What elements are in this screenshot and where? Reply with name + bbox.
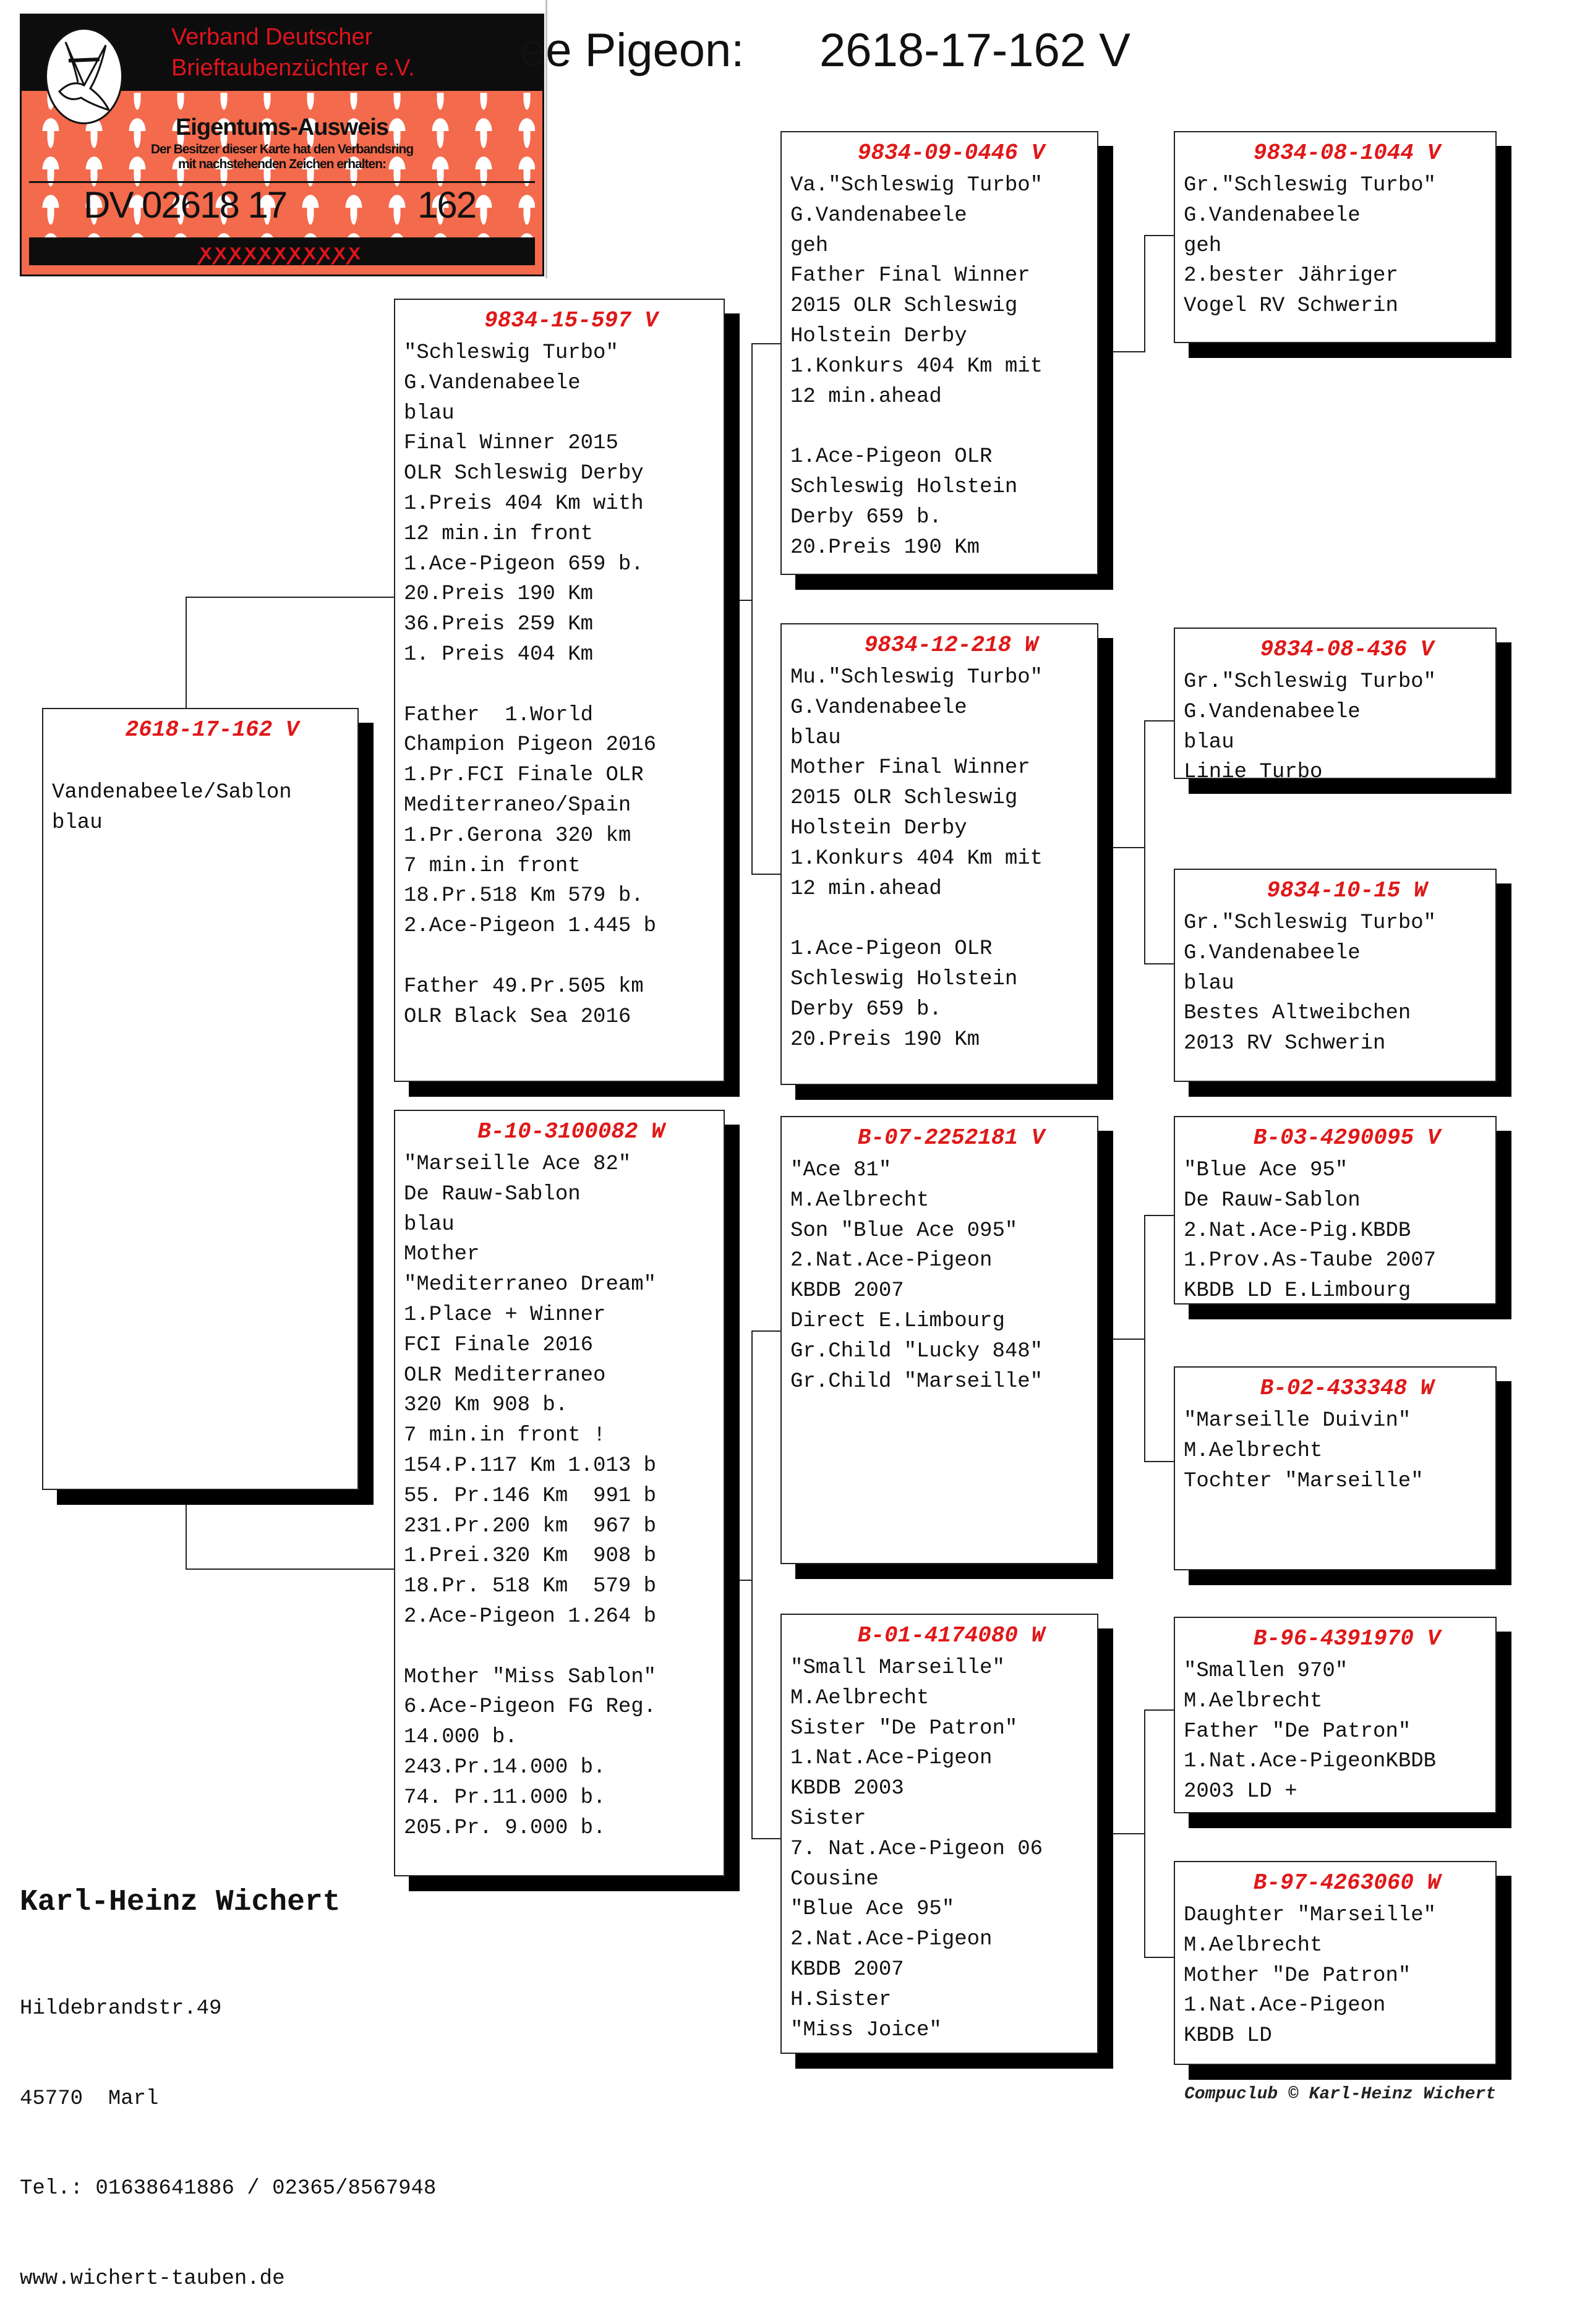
detail-line: geh bbox=[790, 234, 829, 258]
detail-line: 1.Preis 404 Km with bbox=[404, 492, 644, 516]
pigeon-details bbox=[404, 1149, 714, 1843]
detail-line: 1.Konkurs 404 Km mit bbox=[790, 354, 1043, 378]
detail-line: 243.Pr.14.000 b. bbox=[404, 1755, 606, 1779]
ring-number: 9834-15-597 V bbox=[484, 308, 658, 333]
detail-line: 2013 RV Schwerin bbox=[1184, 1032, 1386, 1056]
ring-number: B-97-4263060 W bbox=[1253, 1870, 1441, 1896]
sire-sire-box[interactable] bbox=[780, 131, 1098, 575]
detail-line bbox=[404, 942, 714, 972]
pigeon-details bbox=[1184, 1900, 1485, 2051]
pigeon-details bbox=[790, 663, 1087, 1055]
detail-line: "Small Marseille" bbox=[790, 1656, 1005, 1680]
detail-line: Vandenabeele/Sablon bbox=[52, 780, 292, 804]
detail-line: 1.Nat.Ace-Pigeon bbox=[1184, 1994, 1386, 2018]
connector bbox=[1113, 1833, 1145, 1834]
connector bbox=[751, 1330, 753, 1839]
detail-line: geh bbox=[1184, 234, 1222, 258]
detail-line: FCI Finale 2016 bbox=[404, 1333, 594, 1357]
pigeon-details bbox=[404, 338, 714, 1032]
connector bbox=[1113, 1339, 1145, 1340]
detail-line bbox=[790, 412, 1087, 442]
detail-line: Mother "De Patron" bbox=[1184, 1964, 1411, 1988]
connector bbox=[1144, 235, 1174, 236]
card-org-line1: Verband Deutscher bbox=[171, 24, 373, 50]
card-org-line2: Brieftaubenzüchter e.V. bbox=[171, 55, 415, 81]
card-subtitle-line2: mit nachstehenden Zeichen erhalten: bbox=[177, 157, 387, 171]
ring-number: 9834-08-436 V bbox=[1260, 637, 1434, 662]
connector bbox=[1113, 847, 1145, 848]
card-ring-number: 162 bbox=[417, 184, 476, 226]
detail-line: 18.Pr.518 Km 579 b. bbox=[404, 884, 644, 908]
ring-number: B-07-2252181 V bbox=[857, 1125, 1045, 1151]
detail-line: 320 Km 908 b. bbox=[404, 1394, 568, 1418]
card-decorative-band: ꭗꭗꭗꭗꭗꭗꭗꭗꭗꭗꭗ bbox=[29, 239, 535, 265]
detail-line: 2.Ace-Pigeon 1.445 b bbox=[404, 914, 657, 939]
detail-line: H.Sister bbox=[790, 1988, 892, 2012]
detail-line bbox=[790, 904, 1087, 934]
detail-line: KBDB LD bbox=[1184, 2024, 1272, 2048]
subject-pigeon-box[interactable] bbox=[42, 708, 359, 1490]
detail-line: G.Vandenabeele bbox=[1184, 203, 1361, 228]
detail-line: G.Vandenabeele bbox=[1184, 941, 1361, 965]
connector bbox=[1144, 1461, 1174, 1462]
detail-line: G.Vandenabeele bbox=[1184, 700, 1361, 724]
detail-line: Gr."Schleswig Turbo" bbox=[1184, 174, 1437, 197]
sd-dam-box[interactable] bbox=[1174, 869, 1497, 1082]
detail-line: 18.Pr. 518 Km 579 b bbox=[404, 1575, 657, 1599]
detail-line: 2003 LD + bbox=[1184, 1780, 1297, 1804]
detail-line: Holstein Derby bbox=[790, 324, 967, 348]
breeder-city: 45770 Marl bbox=[20, 2087, 159, 2111]
connector bbox=[186, 597, 394, 598]
detail-line: OLR Mediterraneo bbox=[404, 1363, 606, 1387]
sire-dam-box[interactable] bbox=[780, 623, 1098, 1085]
pigeon-details bbox=[790, 1653, 1087, 2045]
ring-number: 9834-09-0446 V bbox=[857, 140, 1045, 166]
ring-number: 2618-17-162 V bbox=[125, 717, 299, 743]
detail-line: 20.Preis 190 Km bbox=[790, 535, 980, 560]
detail-line: OLR Black Sea 2016 bbox=[404, 1005, 631, 1029]
detail-line: KBDB 2003 bbox=[790, 1777, 904, 1801]
ring-number: 9834-12-218 W bbox=[864, 632, 1038, 658]
dd-dam-box[interactable] bbox=[1174, 1861, 1497, 2065]
card-organization bbox=[171, 22, 415, 83]
detail-line: Sister "De Patron" bbox=[790, 1716, 1018, 1740]
detail-line: 2015 OLR Schleswig bbox=[790, 294, 1018, 318]
detail-line: M.Aelbrecht bbox=[1184, 1933, 1323, 1957]
detail-line: Gr."Schleswig Turbo" bbox=[1184, 911, 1437, 935]
detail-line: 20.Preis 190 Km bbox=[404, 582, 594, 607]
detail-line: "Blue Ace 95" bbox=[1184, 1159, 1348, 1182]
detail-line: Mother bbox=[404, 1243, 480, 1267]
detail-line: 1.Nat.Ace-Pigeon bbox=[790, 1747, 993, 1771]
pigeon-details bbox=[1184, 1406, 1485, 1496]
ring-number: B-02-433348 W bbox=[1260, 1376, 1434, 1401]
detail-line: M.Aelbrecht bbox=[1184, 1689, 1323, 1713]
detail-line: 7 min.in front bbox=[404, 854, 581, 878]
ring-number: 9834-10-15 W bbox=[1267, 878, 1427, 903]
detail-line: Schleswig Holstein bbox=[790, 475, 1018, 499]
detail-line: blau bbox=[404, 401, 455, 425]
pigeon-details bbox=[790, 171, 1087, 563]
detail-line bbox=[404, 1632, 714, 1662]
detail-line: G.Vandenabeele bbox=[790, 696, 967, 720]
detail-line: M.Aelbrecht bbox=[790, 1188, 930, 1212]
detail-line: 12 min.ahead bbox=[790, 385, 942, 409]
connector bbox=[1144, 235, 1145, 352]
detail-line: KBDB 2007 bbox=[790, 1279, 904, 1303]
detail-line: 7 min.in front ! bbox=[404, 1424, 606, 1448]
connector bbox=[751, 1838, 780, 1839]
detail-line: Mother "Miss Sablon" bbox=[404, 1665, 657, 1689]
breeder-name: Karl-Heinz Wichert bbox=[20, 1886, 341, 1919]
connector bbox=[186, 597, 187, 708]
detail-line: 74. Pr.11.000 b. bbox=[404, 1786, 606, 1810]
detail-line: Bestes Altweibchen bbox=[1184, 1002, 1411, 1026]
pigeon-details bbox=[1184, 1156, 1485, 1306]
detail-line: Mu."Schleswig Turbo" bbox=[790, 666, 1043, 689]
card-subtitle bbox=[22, 142, 542, 172]
connector bbox=[739, 1580, 753, 1581]
ring-number: B-03-4290095 V bbox=[1253, 1125, 1441, 1151]
detail-line: Father 49.Pr.505 km bbox=[404, 974, 644, 998]
connector bbox=[751, 343, 753, 875]
detail-line: 1.Prov.As-Taube 2007 bbox=[1184, 1249, 1437, 1273]
detail-line: Vogel RV Schwerin bbox=[1184, 294, 1398, 318]
breeder-website[interactable]: www.wichert-tauben.de bbox=[20, 2267, 285, 2291]
detail-line: 2.Nat.Ace-Pig.KBDB bbox=[1184, 1219, 1411, 1243]
detail-line: De Rauw-Sablon bbox=[1184, 1188, 1361, 1212]
ring-number: B-96-4391970 V bbox=[1253, 1626, 1441, 1651]
detail-line: Linie Turbo bbox=[1184, 760, 1323, 785]
detail-line: Daughter "Marseille" bbox=[1184, 1904, 1437, 1927]
detail-line: 14.000 b. bbox=[404, 1726, 518, 1750]
footer-credit: Compuclub © Karl-Heinz Wichert bbox=[1184, 2085, 1497, 2104]
breeder-street: Hildebrandstr.49 bbox=[20, 1997, 222, 2020]
connector bbox=[1113, 351, 1145, 352]
detail-line: blau bbox=[790, 726, 841, 750]
card-subtitle-line1: Der Besitzer dieser Karte hat den Verbandsring bbox=[150, 142, 414, 156]
detail-line: "Ace 81" bbox=[790, 1159, 892, 1182]
detail-line: 1.Ace-Pigeon OLR bbox=[790, 445, 993, 469]
connector bbox=[186, 1568, 394, 1570]
detail-line: Father 1.World bbox=[404, 703, 594, 727]
detail-line: Direct E.Limbourg bbox=[790, 1309, 1005, 1333]
ds-sire-box[interactable] bbox=[1174, 1116, 1497, 1305]
detail-line: Mother Final Winner bbox=[790, 756, 1030, 780]
detail-line: Sister bbox=[790, 1807, 866, 1831]
detail-line: Final Winner 2015 bbox=[404, 432, 618, 456]
detail-line: 7. Nat.Ace-Pigeon 06 bbox=[790, 1837, 1043, 1861]
detail-line: Gr.Child "Marseille" bbox=[790, 1369, 1043, 1394]
detail-line: 12 min.ahead bbox=[790, 877, 942, 901]
detail-line: Father "De Patron" bbox=[1184, 1719, 1411, 1743]
connector bbox=[751, 874, 780, 875]
detail-line: 1.Place + Winner bbox=[404, 1303, 606, 1327]
pigeon-logo-icon bbox=[45, 28, 123, 124]
connector bbox=[1144, 720, 1174, 721]
card-ring-prefix: DV 02618 17 bbox=[83, 184, 287, 226]
detail-line: blau bbox=[1184, 971, 1234, 995]
detail-line bbox=[52, 747, 348, 778]
detail-line: 6.Ace-Pigeon FG Reg. bbox=[404, 1695, 657, 1719]
detail-line: Holstein Derby bbox=[790, 816, 967, 840]
breeder-address bbox=[20, 1934, 436, 2324]
connector bbox=[1144, 1709, 1174, 1711]
detail-line: 231.Pr.200 km 967 b bbox=[404, 1514, 657, 1538]
detail-line: "Schleswig Turbo" bbox=[404, 341, 618, 365]
detail-line: Cousine bbox=[790, 1867, 879, 1891]
detail-line: 205.Pr. 9.000 b. bbox=[404, 1816, 606, 1840]
detail-line: 1.Konkurs 404 Km mit bbox=[790, 846, 1043, 870]
pigeon-details bbox=[1184, 667, 1485, 788]
ds-dam-box[interactable] bbox=[1174, 1366, 1497, 1570]
breeder-phone: Tel.: 01638641886 / 02365/8567948 bbox=[20, 2177, 437, 2200]
sire-box[interactable] bbox=[394, 299, 725, 1082]
dd-sire-box[interactable] bbox=[1174, 1617, 1497, 1813]
detail-line: Champion Pigeon 2016 bbox=[404, 733, 657, 757]
pigeon-details bbox=[52, 747, 348, 838]
pigeon-details bbox=[1184, 1656, 1485, 1807]
detail-line: 1. Preis 404 Km bbox=[404, 642, 594, 666]
detail-line: 12 min.in front bbox=[404, 522, 594, 546]
detail-line: M.Aelbrecht bbox=[790, 1686, 930, 1710]
detail-line: 2015 OLR Schleswig bbox=[790, 786, 1018, 811]
dam-sire-box[interactable] bbox=[780, 1116, 1098, 1564]
ownership-id-card bbox=[20, 14, 544, 276]
detail-line: "Smallen 970" bbox=[1184, 1659, 1348, 1683]
detail-line: Derby 659 b. bbox=[790, 505, 942, 529]
detail-line: KBDB 2007 bbox=[790, 1957, 904, 1981]
connector bbox=[1144, 1215, 1174, 1216]
detail-line: Mediterraneo/Spain bbox=[404, 793, 631, 817]
detail-line: M.Aelbrecht bbox=[1184, 1439, 1323, 1463]
connector bbox=[1144, 963, 1174, 964]
detail-line: 1.Pr.FCI Finale OLR bbox=[404, 764, 644, 788]
detail-line: G.Vandenabeele bbox=[404, 371, 581, 395]
detail-line: G.Vandenabeele bbox=[790, 203, 967, 228]
detail-line: Schleswig Holstein bbox=[790, 967, 1018, 991]
detail-line: blau bbox=[404, 1212, 455, 1236]
pigeon-details bbox=[1184, 171, 1485, 321]
detail-line: 1.Prei.320 Km 908 b bbox=[404, 1544, 657, 1568]
detail-line: 2.bester Jähriger bbox=[1184, 264, 1398, 288]
detail-line: 2.Ace-Pigeon 1.264 b bbox=[404, 1604, 657, 1628]
ring-number: B-01-4174080 W bbox=[857, 1623, 1045, 1648]
detail-line: 154.P.117 Km 1.013 b bbox=[404, 1454, 657, 1478]
detail-line: 1.Ace-Pigeon 659 b. bbox=[404, 552, 644, 576]
dam-dam-box[interactable] bbox=[780, 1614, 1098, 2054]
ss-sire-box[interactable] bbox=[1174, 131, 1497, 343]
detail-line: Father Final Winner bbox=[790, 264, 1030, 288]
connector bbox=[751, 1330, 780, 1332]
card-title: Eigentums-Ausweis bbox=[175, 114, 389, 140]
ring-number: B-10-3100082 W bbox=[477, 1119, 665, 1144]
detail-line: 1.Pr.Gerona 320 km bbox=[404, 824, 631, 848]
detail-line: Va."Schleswig Turbo" bbox=[790, 174, 1043, 197]
page-title-ring: 2618-17-162 V bbox=[819, 24, 1130, 77]
dam-box[interactable] bbox=[394, 1110, 725, 1876]
detail-line: blau bbox=[52, 811, 103, 835]
detail-line: "Marseille Duivin" bbox=[1184, 1409, 1411, 1432]
pigeon-details bbox=[1184, 908, 1485, 1059]
detail-line: 36.Preis 259 Km bbox=[404, 613, 594, 637]
detail-line bbox=[404, 670, 714, 700]
detail-line: Gr."Schleswig Turbo" bbox=[1184, 670, 1437, 694]
pigeon-details bbox=[790, 1156, 1087, 1397]
detail-line: 2.Nat.Ace-Pigeon bbox=[790, 1249, 993, 1273]
detail-line: "Mediterraneo Dream" bbox=[404, 1273, 657, 1297]
connector bbox=[751, 343, 780, 344]
detail-line: Derby 659 b. bbox=[790, 997, 942, 1021]
detail-line: De Rauw-Sablon bbox=[404, 1182, 581, 1206]
detail-line: OLR Schleswig Derby bbox=[404, 462, 644, 486]
detail-line: "Blue Ace 95" bbox=[790, 1897, 955, 1922]
detail-line: KBDB LD E.Limbourg bbox=[1184, 1279, 1411, 1303]
detail-line: 55. Pr.146 Km 991 b bbox=[404, 1484, 657, 1508]
sd-sire-box[interactable] bbox=[1174, 628, 1497, 785]
detail-line: blau bbox=[1184, 730, 1234, 754]
ring-number: 9834-08-1044 V bbox=[1253, 140, 1441, 166]
detail-line: Gr.Child "Lucky 848" bbox=[790, 1339, 1043, 1363]
detail-line: "Marseille Ace 82" bbox=[404, 1152, 631, 1176]
connector bbox=[1144, 720, 1145, 964]
detail-line: Tochter "Marseille" bbox=[1184, 1469, 1424, 1493]
connector bbox=[1144, 1957, 1174, 1958]
detail-line: 1.Ace-Pigeon OLR bbox=[790, 937, 993, 961]
page-title-label: ee Pigeon: bbox=[519, 24, 745, 77]
detail-line: 2.Nat.Ace-Pigeon bbox=[790, 1928, 993, 1952]
detail-line: 1.Nat.Ace-PigeonKBDB bbox=[1184, 1750, 1437, 1774]
connector bbox=[739, 600, 753, 601]
connector bbox=[186, 1505, 187, 1570]
detail-line: "Miss Joice" bbox=[790, 2018, 942, 2042]
detail-line: Son "Blue Ace 095" bbox=[790, 1219, 1018, 1243]
detail-line: 20.Preis 190 Km bbox=[790, 1028, 980, 1052]
